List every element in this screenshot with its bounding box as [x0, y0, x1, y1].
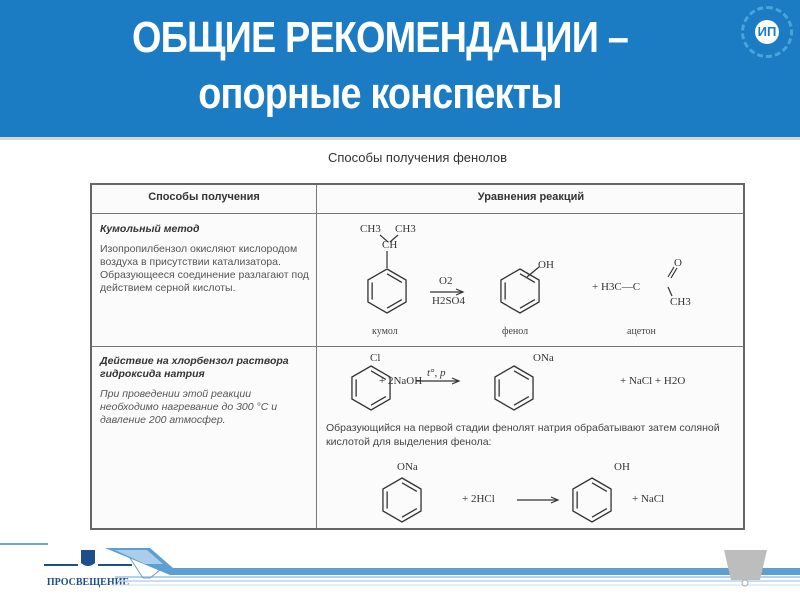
label-acetone: ацетон	[627, 326, 656, 337]
double-bond	[592, 509, 607, 518]
double-bond	[371, 397, 386, 406]
double-bond	[592, 483, 607, 492]
double-bond	[402, 483, 417, 492]
ch3-left: CH3	[360, 223, 381, 235]
slide-title	[53, 10, 707, 122]
double-bond	[387, 300, 402, 309]
ona-group: ONa	[397, 461, 418, 473]
slide-header	[0, 0, 800, 137]
title-line-1: ОБЩИЕ РЕКОМЕНДАЦИИ –	[132, 13, 628, 62]
column-header: Способы получения	[148, 191, 260, 203]
double-bond	[520, 274, 535, 283]
ch3-right: CH3	[395, 223, 416, 235]
benzene-ring	[352, 366, 390, 410]
reagent-h2so4: H2SO4	[432, 295, 466, 307]
acetone-ch3: CH3	[670, 296, 691, 308]
acetone-oxygen: O	[674, 257, 682, 269]
label-phenol: фенол	[502, 326, 529, 337]
header-divider	[0, 137, 800, 140]
hcl-reagent: + 2HCl	[462, 493, 495, 505]
method-title: Кумольный метод	[100, 223, 200, 235]
benzene-ring	[495, 366, 533, 410]
column-header: Уравнения реакций	[477, 191, 585, 203]
ona-group: ONa	[533, 352, 554, 364]
double-bond	[402, 509, 417, 518]
oh-group: OH	[538, 259, 554, 271]
conditions: t°, p	[427, 367, 446, 379]
bond-line	[668, 287, 672, 296]
publisher-logo-icon	[741, 6, 793, 58]
nacl-product: + NaCl	[632, 493, 665, 505]
ch-group: CH	[382, 239, 398, 251]
methods-table	[90, 183, 745, 530]
method-title: Действие на хлорбензол раствора гидроксида натрия	[100, 355, 289, 380]
double-bond	[387, 274, 402, 283]
cl-group: Cl	[370, 352, 381, 364]
double-bond	[514, 397, 529, 406]
reaction-drawings	[92, 185, 747, 532]
acetone-formula: + H3C—C	[592, 281, 641, 293]
reagent-o2: O2	[439, 275, 453, 287]
reaction-note: Образующийся на первой стадии фенолят натрия обрабатывают затем соляной кислотой для выделения фенола:	[326, 422, 720, 448]
footer-decoration	[105, 548, 800, 588]
title-line-2: опорные конспекты	[198, 69, 562, 118]
publisher-name: ПРОСВЕЩЕНИЕ	[46, 577, 130, 588]
benzene-ring	[501, 269, 539, 313]
oh-group: OH	[614, 461, 630, 473]
table-title: Способы получения фенолов	[327, 150, 508, 165]
benzene-ring	[383, 478, 421, 522]
benzene-ring	[368, 269, 406, 313]
footer-accent-line	[0, 543, 48, 545]
method-description: Изопропилбензол окисляют кислородом воздуха в присутствии катализатора. Образующееся соединение разлагают под действием серной кислоты.	[100, 243, 309, 294]
naoh-reagent: + 2NaOH	[379, 375, 423, 387]
products: + NaCl + H2O	[620, 375, 686, 387]
logo-text: ИП	[755, 20, 779, 44]
label-cumene: кумол	[372, 326, 398, 337]
double-bond	[520, 300, 535, 309]
method-description: При проведении этой реакции необходимо нагревание до 300 °С и давление 200 атмосфер.	[100, 388, 278, 426]
benzene-ring	[573, 478, 611, 522]
double-bond	[514, 371, 529, 380]
